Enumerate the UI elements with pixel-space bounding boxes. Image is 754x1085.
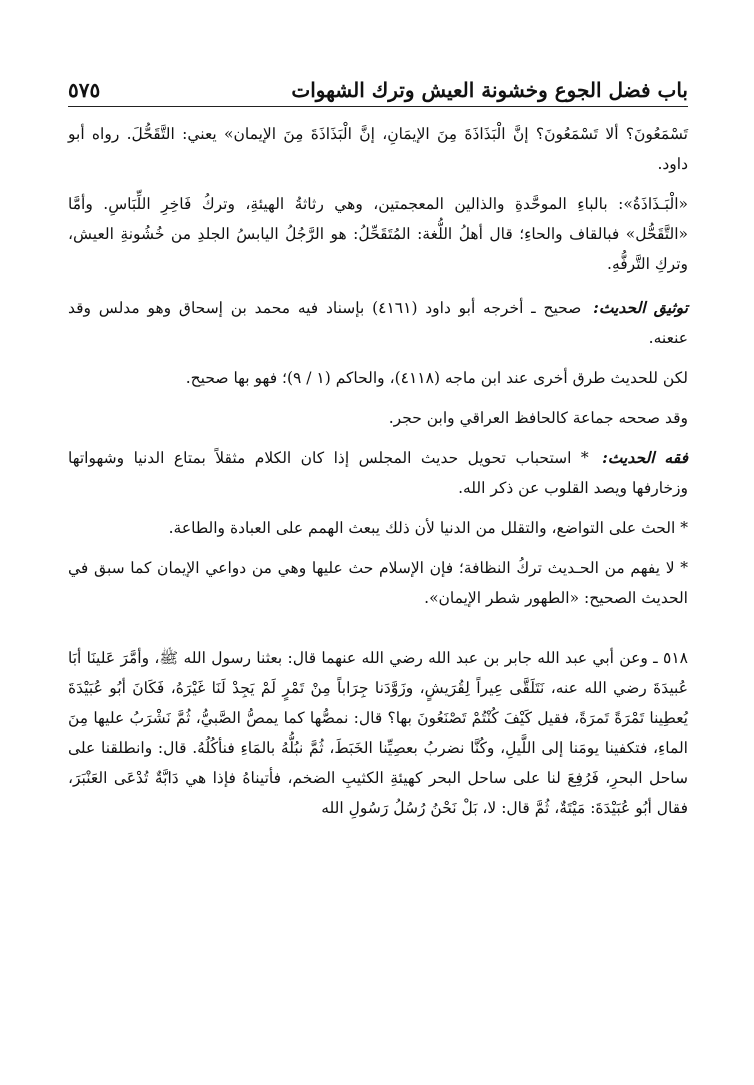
fiqh-label: فقه الحديث: [602, 448, 688, 467]
hadith-authentication [68, 293, 688, 353]
hadith-fiqh [68, 443, 688, 503]
fiqh-point-3: * لا يفهم من الحـديث تركُ النظافة؛ فإن الإسلام حث عليها وهي من دواعي الإيمان كما سبق في الحديث الصحيح: «الطهور شطر الإيمان». [68, 559, 688, 607]
page-header [68, 66, 688, 107]
chapter-title: باب فضل الجوع وخشونة العيش وترك الشهوات [291, 78, 688, 102]
fiqh-point-1: * استحباب تحويل حديث المجلس إذا كان الكلام مثقلاً بمتاع الدنيا وشهواتها وزخارفها ويصد القلوب عن ذكر الله. [68, 449, 688, 497]
book-page [68, 66, 688, 823]
authentication-note: لكن للحديث طرق أخرى عند ابن ماجه (٤١١٨)، والحاكم (١ / ٩)؛ فهو بها صحيح. [185, 369, 688, 387]
authentication-text: صحيح ـ أخرجه أبو داود (٤١٦١) بإسناد فيه محمد بن إسحاق وهو مدلس وقد عنعنه. [68, 299, 688, 347]
authentication-note-2: وقد صححه جماعة كالحافظ العراقي وابن حجر. [388, 409, 688, 427]
word-explanation: «الْبَـذَاذَةُ»: بالباءِ الموحَّدةِ والذالين المعجمتين، وهي رثاثةُ الهيئةِ، وتركُ فَاخِرِ اللِّبَاسِ. وأمَّا «التَّقَحُّل» فبالقاف والحاءِ؛ قال أهلُ اللُّغة: المُتَقَحِّلُ: هو الرَّجُلُ اليابسُ الجلدِ من خُشُونةِ العيش، وتركِ التَّرفُّهِ. [68, 195, 688, 273]
authentication-label: توثيق الحديث: [593, 298, 689, 317]
page-number: ٥٧٥ [68, 78, 101, 102]
hadith-text-continuation: تَسْمَعُونَ؟ ألا تَسْمَعُونَ؟ إنَّ الْبَذَاذَةَ مِنَ الإيمَانِ، إنَّ الْبَذَاذَةَ مِنَ الإيمان» يعني: التَّقَحُّلَ. رواه أبو داود. [68, 125, 688, 173]
fiqh-point-2: * الحث على التواضع، والتقلل من الدنيا لأن ذلك يبعث الهمم على العبادة والطاعة. [168, 519, 688, 537]
hadith-518: ٥١٨ ـ وعن أبي عبد الله جابر بن عبد الله رضي الله عنهما قال: بعثنا رسول الله ﷺ، وأمَّرَ عَلينَا أبَا عُبيدَةَ رضي الله عنه، نَتَلَقَّى عِيراً لِقُرَيشٍ، وزَوَّدَنا جِرَاباً مِنْ تَمْرٍ لَمْ يَجِدْ لَنَا غَيْرَهُ، فَكَانَ أبُو عُبَيْدَةَ يُعطِينا تَمْرَةً تَمرَةً، فقيل كَيْفَ كُنْتُمْ تَصْنَعُونَ بها؟ قال: نمصُّها كما يمصُّ الصَّبيُّ، ثُمَّ نَشْرَبُ عليها مِنَ الماءِ، فتكفينا يومَنا إلى اللَّيلِ، وكُنَّا نضربُ بعصِيِّنا الخَبَطَ، ثُمَّ نبُلُّهُ بالمَاءِ فنأكُلُهُ. قال: وانطلقنا على ساحل البحرِ، فَرُفِعَ لنا على ساحل البحر كهيئةِ الكثيبِ الضخم، فأتيناهُ فإذا هي دَابَّةٌ تُدْعَى العَنْبَرَ، فقال أبُو عُبَيْدَةَ: مَيْتَةٌ، ثُمَّ قال: لا، بَلْ نَحْنُ رُسُلُ رَسُولِ الله [68, 649, 688, 817]
